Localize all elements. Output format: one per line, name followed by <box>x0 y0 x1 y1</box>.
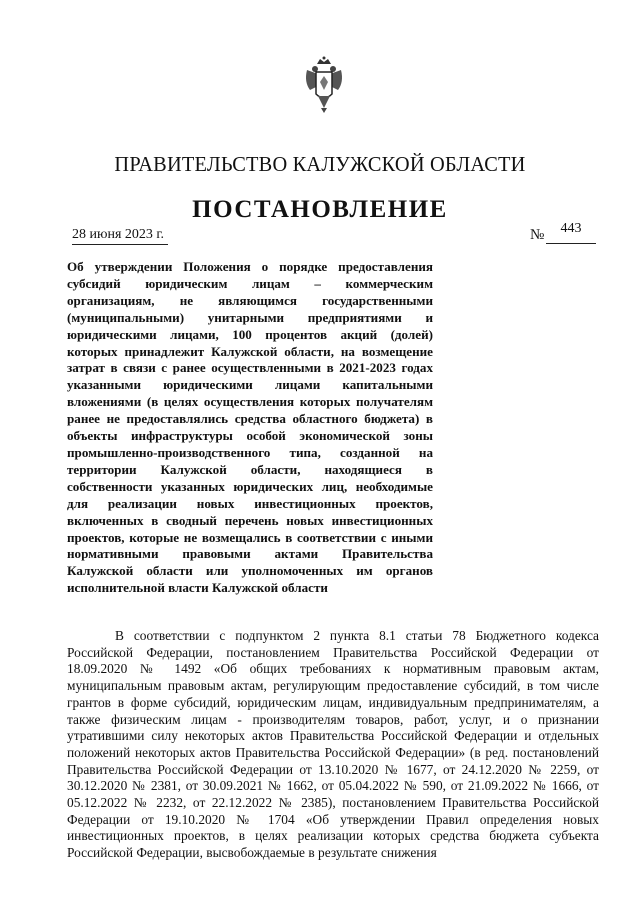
government-title: ПРАВИТЕЛЬСТВО КАЛУЖСКОЙ ОБЛАСТИ <box>114 152 526 176</box>
decree-date: 28 июня 2023 г. <box>72 226 168 245</box>
decree-subject: Об утверждении Положения о порядке предоставления субсидий юридическим лицам – коммерческим организациям, не являющимся государственными (муниципальными) унитарными предприятиями и юридическими лицами, 100 процентов акций (долей) которых принадлежит Калужской области, на возмещение затрат в связи с ранее осуществленными в 2021-2023 годах указанными юридическими лицами капитальными вложениями (в целях осуществления которых получателям ранее не предоставлялись средства областного бюджета) в объекты инфраструктуры особой экономической зоны промышленно-производственного типа, созданной на территории Калужской области, находящиеся в собственности указанных юридических лиц, необходимые для реализации новых инвестиционных проектов, включенных в сводный перечень новых инвестиционных проектов, которые не возмещались в соответствии с иными нормативными правовыми актами Правительства Калужской области или уполномоченных им органов исполнительной власти Калужской области <box>67 259 433 596</box>
decree-body <box>67 628 599 862</box>
body-paragraph: В соответствии с подпунктом 2 пункта 8.1 статьи 78 Бюджетного кодекса Российской Федерации, постановлением Правительства Российской Федерации от 18.09.2020 № 1492 «Об общих требованиях к нормативным правовым актам, муниципальным правовым актам, регулирующим предоставление субсидий, в том числе грантов в форме субсидий, юридическим лицам, индивидуальным предпринимателям, а также физическим лицам - производителям товаров, работ, услуг, и о признании утратившими силу некоторых актов Правительства Российской Федерации и отдельных положений некоторых актов Правительства Российской Федерации» (в ред. постановлений Правительства Российской Федерации от 13.10.2020 № 1677, от 24.12.2020 № 2259, от 30.12.2020 № 2381, от 30.09.2021 № 1662, от 05.04.2022 № 590, от 21.09.2022 № 1666, от 05.12.2022 № 2232, от 22.12.2022 № 2385), постановлением Правительства Российской Федерации от 19.10.2020 № 1704 «Об утверждении Правил определения новых инвестиционных проектов, в целях реализации которых средства бюджета субъекта Российской Федерации, высвобождаемые в результате снижения <box>67 628 599 861</box>
document-type-title: ПОСТАНОВЛЕНИЕ <box>192 196 448 223</box>
number-label: № <box>530 227 545 243</box>
decree-number: 443 <box>560 221 582 236</box>
number-underline <box>546 243 596 244</box>
coat-of-arms-icon <box>304 56 344 114</box>
